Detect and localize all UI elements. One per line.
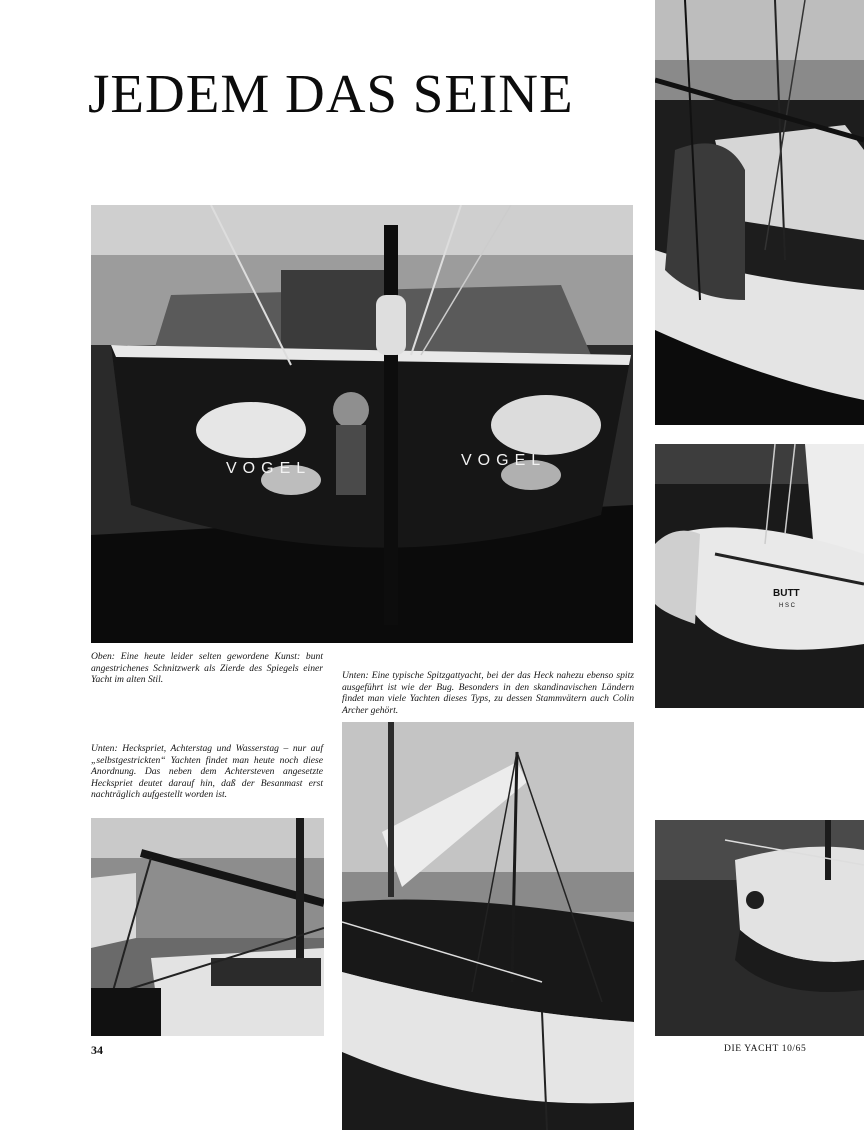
boat-name: BUTT <box>773 588 800 599</box>
photo-right-top <box>655 0 864 425</box>
page-number: 34 <box>91 1043 103 1057</box>
caption-spitzgatt-yacht: Unten: Eine typische Spitzgattyacht, bei der das Heck nahezu ebenso spitz ausgeführt ist wie der Bug. Besonders in den skandinavischen Ländern findet man viele Yachten dieses Typs, zu dessen Stammvätern auch Colin Archer gehört. <box>342 670 634 716</box>
publication-footer: DIE YACHT 10/65 <box>724 1044 807 1054</box>
photo-right-middle-butt <box>655 444 864 708</box>
transom-name-right: VOGEL <box>461 452 547 469</box>
caption-carved-transom: Oben: Eine heute leider selten gewordene Kunst: bunt angestrichenes Schnitzwerk als Zierde des Spiegels einer Yacht im alten Stil. <box>91 651 323 686</box>
photo-heckspriet <box>91 818 324 1036</box>
transom-name-left: VOGEL <box>226 460 312 477</box>
boat-club: H S C <box>779 603 796 609</box>
caption-heckspriet: Unten: Heckspriet, Achterstag und Wasserstag – nur auf „selbstgestrickten“ Yachten findet man heute noch diese Anordnung. Das neben dem Achtersteven angesetzte Heckspriet deutet darauf hin, daß der Besanmast erst nachträglich aufgestellt worden ist. <box>91 743 323 801</box>
photo-carved-transom <box>91 205 633 643</box>
article-title: JEDEM DAS SEINE <box>88 63 574 124</box>
photo-spitzgatt-yacht <box>342 722 634 1130</box>
photo-right-bottom <box>655 820 864 1036</box>
